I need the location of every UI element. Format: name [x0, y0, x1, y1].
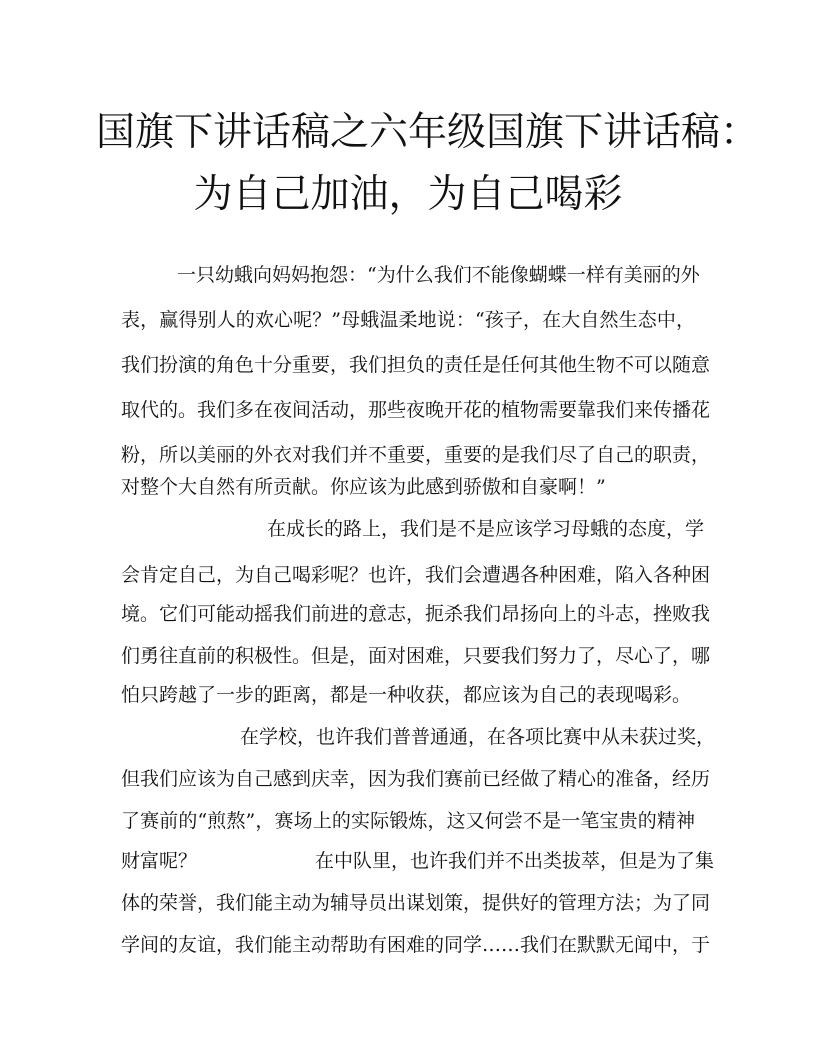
document-title-line-2: 为自己加油，为自己喝彩	[193, 172, 623, 217]
body-line-16: 体的荣誉，我们能主动为辅导员出谋划策，提供好的管理方法；为了同	[121, 892, 711, 914]
body-line-15-end: 在中队里，也许我们并不出类拔萃，但是为了集	[315, 850, 715, 872]
body-line-13: 但我们应该为自己感到庆幸，因为我们赛前已经做了精心的准备，经历	[121, 768, 711, 790]
body-line-9: 境。它们可能动摇我们前进的意志，扼杀我们昂扬向上的斗志，挫败我	[121, 603, 711, 625]
body-line-7: 在成长的路上，我们是不是应该学习母蛾的态度，学	[267, 518, 705, 540]
body-line-17: 学间的友谊，我们能主动帮助有困难的同学……我们在默默无闻中，于	[121, 934, 711, 956]
body-line-14: 了赛前的“煎熬”，赛场上的实际锻炼，这又何尝不是一笔宝贵的精神	[121, 810, 695, 832]
body-line-8: 会肯定自己，为自己喝彩呢？也许，我们会遭遇各种困难，陷入各种困	[121, 564, 711, 586]
body-line-5: 粉，所以美丽的外衣对我们并不重要，重要的是我们尽了自己的职责，	[121, 444, 711, 466]
body-line-2: 表，赢得别人的欢心呢？”母蛾温柔地说：“孩子，在大自然生态中，	[121, 309, 695, 331]
body-line-15-start: 财富呢？	[121, 850, 198, 872]
document-title-line-1: 国旗下讲话稿之六年级国旗下讲话稿：	[96, 110, 760, 155]
body-line-10: 们勇往直前的积极性。但是，面对困难，只要我们努力了，尽心了，哪	[121, 645, 711, 667]
body-line-4: 取代的。我们多在夜间活动，那些夜晚开花的植物需要靠我们来传播花	[121, 399, 711, 421]
body-line-3: 我们扮演的角色十分重要，我们担负的责任是任何其他生物不可以随意	[121, 354, 711, 376]
body-line-11: 怕只跨越了一步的距离，都是一种收获，都应该为自己的表现喝彩。	[121, 684, 692, 706]
body-line-12: 在学校，也许我们普普通通，在各项比赛中从未获过奖，	[240, 726, 716, 748]
body-line-1: 一只幼蛾向妈妈抱怨：“为什么我们不能像蝴蝶一样有美丽的外	[177, 264, 700, 286]
body-line-15	[121, 850, 715, 872]
body-line-6: 对整个大自然有所贡献。你应该为此感到骄傲和自豪啊！”	[121, 476, 606, 498]
